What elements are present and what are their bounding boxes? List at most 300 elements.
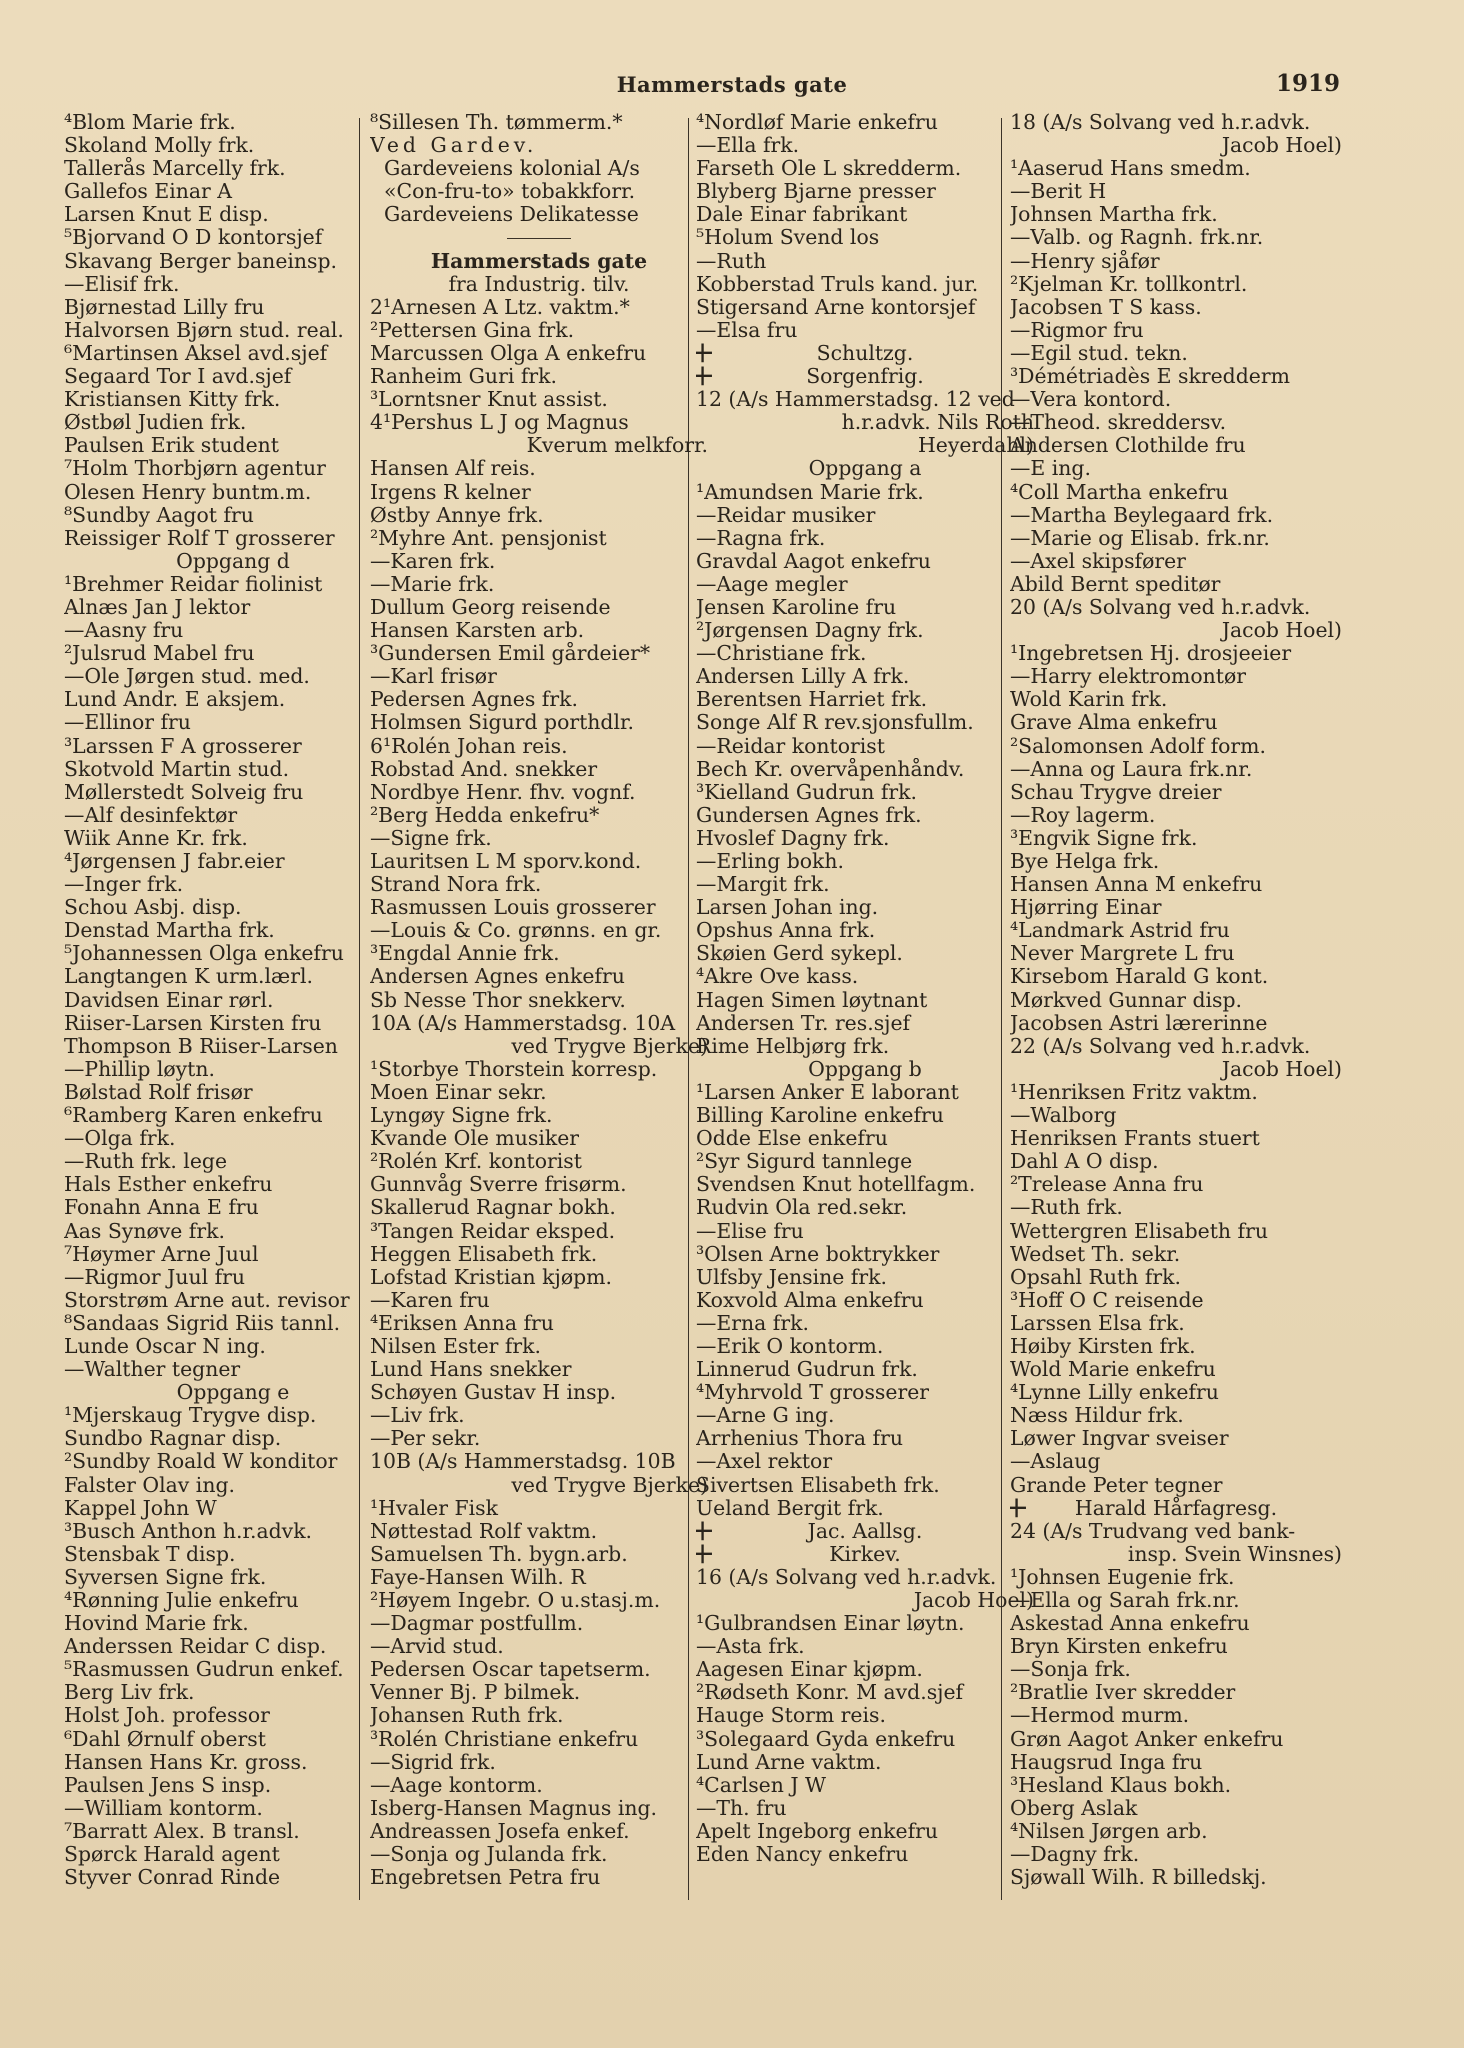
directory-entry: Irgens R kelner (370, 480, 531, 504)
directory-entry: —Rigmor fru (1010, 318, 1144, 342)
directory-entry: ³Solegaard Gyda enkefru (696, 1727, 956, 1751)
directory-entry: Nøttestad Rolf vaktm. (370, 1519, 598, 1543)
directory-entry: ²Rolén Krf. kontorist (370, 1150, 582, 1174)
directory-entry: —Signe frk. (370, 826, 492, 850)
directory-entry: Grande Peter tegner (1010, 1473, 1223, 1497)
directory-entry: Gunnvåg Sverre frisørm. (370, 1173, 627, 1197)
directory-entry: Østbøl Judien frk. (64, 411, 247, 435)
directory-entry: ⁴Nilsen Jørgen arb. (1010, 1819, 1208, 1843)
directory-entry: —Aasny fru (64, 619, 184, 643)
directory-entry: —Axel rektor (696, 1450, 833, 1474)
directory-entry: —Sonja frk. (1010, 1658, 1131, 1682)
directory-entry: Lund Arne vaktm. (696, 1750, 882, 1774)
street-heading: Hammerstads gate (430, 249, 648, 273)
directory-entry: Paulsen Jens S insp. (64, 1773, 272, 1797)
separator-rule (370, 226, 708, 249)
directory-entry: ³Rolén Christiane enkefru (370, 1727, 639, 1751)
directory-entry: Berentsen Harriet frk. (696, 688, 928, 712)
directory-entry: Bech Kr. overvåpenhåndv. (696, 757, 965, 781)
directory-entry: Wettergren Elisabeth fru (1010, 1219, 1268, 1243)
directory-entry: Engebretsen Petra fru (370, 1866, 601, 1890)
directory-entry: —Christiane frk. (696, 642, 867, 666)
directory-entry: ⁵Holum Svend los (696, 226, 880, 250)
directory-entry: —Dagmar postfullm. (370, 1612, 584, 1636)
entry-continuation: insp. Svein Winsnes) (1127, 1542, 1342, 1566)
directory-entry: ³Larssen F A grosserer (64, 734, 302, 758)
directory-entry: Møllerstedt Solveig fru (64, 780, 304, 804)
directory-entry: Sjøwall Wilh. R billedskj. (1010, 1866, 1267, 1890)
directory-entry: ⁶Martinsen Aksel avd.sjef (64, 341, 328, 365)
directory-entry: ⁴Coll Martha enkefru (1010, 480, 1229, 504)
street-subheading: Ved Gardev. (370, 134, 538, 158)
directory-entry: Syversen Signe frk. (64, 1565, 267, 1589)
directory-entry: Jacobsen T S kass. (1010, 295, 1202, 319)
directory-entry: Olesen Henry buntm.m. (64, 480, 312, 504)
directory-entry: Halvorsen Bjørn stud. real. (64, 318, 344, 342)
directory-entry: Anderssen Reidar C disp. (64, 1635, 327, 1659)
directory-entry: Marcussen Olga A enkefru (370, 341, 647, 365)
directory-entry: Mørkved Gunnar disp. (1010, 988, 1243, 1012)
directory-entry: —Berit H (1010, 180, 1107, 204)
page-title: Hammerstads gate (616, 72, 848, 97)
directory-entry: —William kontorm. (64, 1796, 263, 1820)
directory-entry: Never Margrete L fru (1010, 942, 1235, 966)
directory-entry: Thompson B Riiser-Larsen (64, 1034, 338, 1058)
directory-entry: ¹Johnsen Eugenie frk. (1010, 1565, 1235, 1589)
directory-entry: ⁸Sillesen Th. tømmerm.* (370, 111, 623, 134)
directory-entry: Kristiansen Kitty frk. (64, 388, 281, 412)
directory-entry: Abild Bernt speditør (1010, 572, 1221, 596)
directory-entry: Berg Liv frk. (64, 1681, 195, 1705)
directory-entry: ¹Ingebretsen Hj. drosjeeier (1010, 642, 1292, 666)
directory-entry: Oberg Aslak (1010, 1796, 1138, 1820)
directory-entry: Grøn Aagot Anker enkefru (1010, 1727, 1284, 1751)
directory-entry: Aas Synøve frk. (64, 1219, 225, 1243)
directory-entry: Styver Conrad Rinde (64, 1866, 281, 1890)
directory-entry: —Martha Beylegaard frk. (1010, 503, 1274, 527)
directory-entry: Lyngøy Signe frk. (370, 1104, 553, 1128)
directory-entry: Holst Joh. professor (64, 1704, 270, 1728)
directory-entry: Lund Hans snekker (370, 1358, 572, 1382)
directory-entry: ³Tangen Reidar eksped. (370, 1219, 616, 1243)
directory-entry: Ueland Bergit frk. (696, 1496, 884, 1520)
directory-entry: Kirsebom Harald G kont. (1010, 965, 1269, 989)
directory-entry: —Margit frk. (696, 873, 830, 897)
directory-entry: ²Trelease Anna fru (1010, 1173, 1204, 1197)
directory-entry: Aagesen Einar kjøpm. (696, 1658, 923, 1682)
cross-street: + Schultzg. (696, 342, 1034, 365)
directory-entry: ⁴Myhrvold T grosserer (696, 1381, 930, 1405)
directory-entry: Tallerås Marcelly frk. (64, 157, 286, 181)
directory-entry: —Aage megler (696, 572, 848, 596)
directory-entry: 2¹Arnesen A Ltz. vaktm.* (370, 295, 630, 319)
directory-entry: Strand Nora frk. (370, 873, 542, 897)
directory-entry: Skallerud Ragnar bokh. (370, 1196, 616, 1220)
directory-entry: Isberg-Hansen Magnus ing. (370, 1796, 658, 1820)
directory-entry: Schau Trygve dreier (1010, 780, 1222, 804)
directory-entry: —Ruth frk. (1010, 1196, 1123, 1220)
directory-entry: —Alf desinfektør (64, 803, 238, 827)
column-1 (64, 111, 402, 1889)
directory-entry: 24 (A/s Trudvang ved bank- (1010, 1519, 1296, 1543)
directory-entry: ²Sundby Roald W konditor (64, 1450, 338, 1474)
entry-continuation: Jacob Hoel) (913, 1589, 1034, 1612)
directory-entry: —Egil stud. tekn. (1010, 341, 1188, 365)
directory-entry: Schøyen Gustav H insp. (370, 1381, 617, 1405)
directory-entry: Bye Helga frk. (1010, 850, 1160, 873)
directory-entry: —Arne G ing. (696, 1404, 835, 1428)
directory-entry: Opsahl Ruth frk. (1010, 1265, 1181, 1289)
directory-entry: Faye-Hansen Wilh. R (370, 1565, 586, 1589)
directory-entry: ⁴Nordløf Marie enkefru (696, 111, 938, 134)
directory-entry: Rasmussen Louis grosserer (370, 896, 656, 920)
directory-entry: ⁶Ramberg Karen enkefru (64, 1104, 323, 1128)
directory-entry: Wedset Th. sekr. (1010, 1242, 1181, 1266)
directory-entry: Stigersand Arne kontorsjef (696, 295, 976, 319)
directory-entry: 16 (A/s Solvang ved h.r.advk. (696, 1565, 997, 1589)
directory-entry: ⁵Rasmussen Gudrun enkef. (64, 1658, 344, 1682)
directory-entry: Nilsen Ester frk. (370, 1334, 542, 1358)
directory-entry: ⁴Akre Ove kass. (696, 965, 859, 989)
directory-entry: ⁵Johannessen Olga enkefru (64, 942, 344, 966)
directory-entry: —Aage kontorm. (370, 1773, 543, 1797)
business-entry: Gardeveiens kolonial A/s (384, 157, 640, 181)
directory-entry: ³Engdal Annie frk. (370, 942, 560, 966)
directory-entry: ⁴Lynne Lilly enkefru (1010, 1381, 1219, 1405)
directory-entry: Johansen Ruth frk. (370, 1704, 564, 1728)
directory-entry: —Ellinor fru (64, 711, 191, 735)
cross-street: + Jac. Aallsg. (696, 1520, 1034, 1543)
directory-entry: ²Rødseth Konr. M avd.sjef (696, 1681, 964, 1705)
directory-entry: Skoland Molly frk. (64, 134, 255, 158)
directory-entry: —Th. fru (696, 1796, 787, 1820)
directory-entry: ⁴Jørgensen J fabr.eier (64, 850, 285, 873)
directory-entry: Lofstad Kristian kjøpm. (370, 1265, 612, 1289)
directory-entry: Ranheim Guri frk. (370, 365, 557, 389)
directory-entry: Venner Bj. P bilmek. (370, 1681, 581, 1705)
directory-entry: ¹Mjerskaug Trygve disp. (64, 1404, 317, 1428)
directory-entry: Songe Alf R rev.sjonsfullm. (696, 711, 974, 735)
directory-entry: Wiik Anne Kr. frk. (64, 826, 248, 850)
directory-entry: Storstrøm Arne aut. revisor (64, 1288, 350, 1312)
directory-entry: 22 (A/s Solvang ved h.r.advk. (1010, 1034, 1311, 1058)
directory-entry: Jensen Karoline fru (696, 595, 897, 619)
directory-entry: —Elisif frk. (64, 272, 180, 296)
directory-entry: —Erling bokh. (696, 850, 845, 873)
directory-entry: Stensbak T disp. (64, 1542, 236, 1566)
directory-entry: ²Høyem Ingebr. O u.stasj.m. (370, 1589, 661, 1612)
directory-entry: Hansen Hans Kr. gross. (64, 1750, 308, 1774)
directory-entry: Robstad And. snekker (370, 757, 598, 781)
directory-entry: —Liv frk. (370, 1404, 465, 1428)
directory-entry: 6¹Rolén Johan reis. (370, 734, 568, 758)
directory-entry: Nordbye Henr. fhv. vognf. (370, 780, 636, 804)
directory-entry: Blyberg Bjarne presser (696, 180, 936, 204)
directory-entry: Kvande Ole musiker (370, 1127, 580, 1151)
column-3 (696, 111, 1034, 1866)
directory-entry: ²Salomonsen Adolf form. (1010, 734, 1266, 758)
directory-entry: Johnsen Martha frk. (1010, 203, 1218, 227)
directory-entry: Billing Karoline enkefru (696, 1104, 944, 1128)
directory-entry: ¹Gulbrandsen Einar løytn. (696, 1612, 965, 1636)
directory-entry: —Karl frisør (370, 665, 497, 689)
directory-entry: Hjørring Einar (1010, 896, 1162, 920)
directory-entry: —Rigmor Juul fru (64, 1265, 246, 1289)
directory-entry: Skøien Gerd sykepl. (696, 942, 903, 966)
directory-entry: Hovind Marie frk. (64, 1612, 249, 1636)
column-2 (370, 111, 708, 1889)
directory-entry: ³Hesland Klaus bokh. (1010, 1773, 1232, 1797)
directory-entry: Rime Helbjørg frk. (696, 1034, 890, 1058)
directory-entry: —Hermod murm. (1010, 1704, 1190, 1728)
directory-entry: ⁸Sandaas Sigrid Riis tannl. (64, 1311, 341, 1335)
directory-entry: —Per sekr. (370, 1427, 481, 1451)
cross-street: + Sorgenfrig. (696, 365, 1034, 388)
directory-entry: —Karen frk. (370, 549, 496, 573)
directory-entry: Svendsen Knut hotellfagm. (696, 1173, 976, 1197)
section-heading: Oppgang e (176, 1381, 290, 1405)
directory-entry: Larsen Knut E disp. (64, 203, 269, 227)
directory-entry: ⁴Carlsen J W (696, 1773, 826, 1797)
column-4 (1010, 111, 1342, 1889)
directory-entry: Linnerud Gudrun frk. (696, 1358, 918, 1382)
directory-entry: 10B (A/s Hammerstadsg. 10B (370, 1450, 676, 1474)
directory-entry: Andersen Tr. res.sjef (696, 1011, 911, 1035)
directory-entry: Sundbo Ragnar disp. (64, 1427, 282, 1451)
directory-entry: ⁴Landmark Astrid fru (1010, 919, 1230, 943)
directory-entry: —Vera kontord. (1010, 388, 1172, 412)
directory-entry: Samuelsen Th. bygn.arb. (370, 1542, 628, 1566)
directory-entry: 10A (A/s Hammerstadsg. 10A (370, 1011, 676, 1035)
directory-entry: —Henry sjåfør (1010, 249, 1160, 273)
entry-continuation: Heyerdahl) (917, 434, 1034, 458)
section-heading: Oppgang a (808, 457, 922, 481)
directory-entry: Wold Karin frk. (1010, 688, 1168, 712)
directory-entry: ⁴Blom Marie frk. (64, 111, 236, 134)
directory-entry: ¹Aaserud Hans smedm. (1010, 157, 1251, 181)
directory-entry: Rudvin Ola red.sekr. (696, 1196, 908, 1220)
directory-entry: —Ole Jørgen stud. med. (64, 665, 310, 689)
directory-entry: ⁷Høymer Arne Juul (64, 1242, 259, 1266)
directory-entry: 12 (A/s Hammerstadsg. 12 ved (696, 388, 1015, 412)
directory-entry: Sivertsen Elisabeth frk. (696, 1473, 940, 1497)
directory-entry: ³Lorntsner Knut assist. (370, 388, 608, 412)
directory-entry: —Erna frk. (696, 1311, 809, 1335)
directory-entry: —Walther tegner (64, 1358, 241, 1382)
section-heading: Oppgang b (808, 1057, 922, 1081)
directory-entry: ⁵Bjorvand O D kontorsjef (64, 226, 323, 250)
directory-entry: ¹Storbye Thorstein korresp. (370, 1057, 658, 1081)
directory-entry: Apelt Ingeborg enkefru (696, 1819, 939, 1843)
directory-entry: 20 (A/s Solvang ved h.r.advk. (1010, 595, 1311, 619)
directory-entry: Spørck Harald agent (64, 1843, 280, 1867)
directory-entry: Kobberstad Truls kand. jur. (696, 272, 979, 296)
directory-entry: Lund Andr. E aksjem. (64, 688, 286, 712)
directory-entry: Henriksen Frants stuert (1010, 1127, 1260, 1151)
directory-entry: —Marie frk. (370, 572, 495, 596)
directory-entry: Eden Nancy enkefru (696, 1843, 909, 1867)
directory-entry: Gallefos Einar A (64, 180, 232, 204)
entry-continuation: Kverum melkforr. (526, 434, 708, 458)
directory-entry: Hauge Storm reis. (696, 1704, 886, 1728)
directory-entry: ³Busch Anthon h.r.advk. (64, 1519, 313, 1543)
directory-entry: —Reidar musiker (696, 503, 876, 527)
directory-entry: Andersen Clothilde fru (1010, 434, 1246, 458)
directory-entry: Koxvold Alma enkefru (696, 1288, 924, 1312)
directory-entry: Riiser-Larsen Kirsten fru (64, 1011, 322, 1035)
directory-entry: Odde Else enkefru (696, 1127, 888, 1151)
directory-entry: Gundersen Agnes frk. (696, 803, 922, 827)
directory-entry: ⁴Eriksen Anna fru (370, 1311, 554, 1335)
directory-entry: ²Pettersen Gina frk. (370, 318, 575, 342)
directory-entry: —Karen fru (370, 1288, 490, 1312)
directory-entry: —Phillip løytn. (64, 1057, 215, 1081)
directory-entry: Skavang Berger baneinsp. (64, 249, 338, 273)
directory-entry: Heggen Elisabeth frk. (370, 1242, 598, 1266)
directory-entry: —Asta frk. (696, 1635, 805, 1659)
directory-entry: Alnæs Jan J lektor (64, 595, 251, 619)
business-entry: Gardeveiens Delikatesse (384, 203, 639, 227)
directory-entry: —Ruth frk. lege (64, 1150, 228, 1174)
directory-entry: Dullum Georg reisende (370, 595, 611, 619)
directory-entry: —Elise fru (696, 1219, 804, 1243)
directory-entry: Holmsen Sigurd porthdlr. (370, 711, 634, 735)
entry-continuation: Jacob Hoel) (1221, 1057, 1342, 1081)
directory-entry: —Theod. skreddersv. (1010, 411, 1227, 435)
directory-entry: 18 (A/s Solvang ved h.r.advk. (1010, 111, 1311, 134)
directory-entry: ³Démétriadès E skredderm (1010, 365, 1290, 389)
directory-entry: ⁸Sundby Aagot fru (64, 503, 254, 527)
directory-entry: Lauritsen L M sporv.kond. (370, 850, 642, 873)
directory-entry: Bryn Kirsten enkefru (1010, 1635, 1228, 1659)
entry-continuation: h.r.advk. Nils Roth (841, 411, 1034, 435)
directory-entry: ³Olsen Arne boktrykker (696, 1242, 940, 1266)
directory-entry: Langtangen K urm.lærl. (64, 965, 313, 989)
directory-entry: —Elsa fru (696, 318, 798, 342)
directory-entry: Gravdal Aagot enkefru (696, 549, 931, 573)
directory-entry: Østby Annye frk. (370, 503, 544, 527)
directory-entry: Hals Esther enkefru (64, 1173, 273, 1197)
directory-entry: Pedersen Agnes frk. (370, 688, 578, 712)
directory-entry: —Ragna frk. (696, 526, 826, 550)
directory-entry: Pedersen Oscar tapetserm. (370, 1658, 651, 1682)
directory-entry: ²Kjelman Kr. tollkontrl. (1010, 272, 1248, 296)
directory-entry: ⁴Rønning Julie enkefru (64, 1589, 299, 1612)
directory-entry: ¹Brehmer Reidar fiolinist (64, 572, 323, 596)
directory-entry: ²Bratlie Iver skredder (1010, 1681, 1236, 1705)
directory-entry: ³Hoff O C reisende (1010, 1288, 1204, 1312)
business-entry: «Con-fru-to» tobakkforr. (384, 180, 636, 204)
cross-street: + Harald Hårfagresg. (1010, 1497, 1342, 1520)
directory-entry: —Walborg (1010, 1104, 1117, 1128)
directory-entry: Løwer Ingvar sveiser (1010, 1427, 1229, 1451)
directory-entry: ²Jørgensen Dagny frk. (696, 619, 924, 643)
directory-entry: Farseth Ole L skredderm. (696, 157, 962, 181)
directory-entry: ³Engvik Signe frk. (1010, 826, 1198, 850)
directory-entry: Hvoslef Dagny frk. (696, 826, 890, 850)
directory-entry: ¹Amundsen Marie frk. (696, 480, 924, 504)
section-heading: fra Industrig. tilv. (448, 272, 630, 296)
entry-continuation: ved Trygve Bjerke) (511, 1034, 708, 1058)
page-number: 1919 (1275, 70, 1340, 97)
directory-entry: —Arvid stud. (370, 1635, 504, 1659)
directory-entry: —E ing. (1010, 457, 1091, 481)
directory-entry: ²Myhre Ant. pensjonist (370, 526, 607, 550)
directory-entry: ³Gundersen Emil gårdeier* (370, 642, 651, 666)
directory-entry: Lunde Oscar N ing. (64, 1334, 266, 1358)
directory-entry: Falster Olav ing. (64, 1473, 235, 1497)
directory-entry: ²Julsrud Mabel fru (64, 642, 255, 666)
directory-entry: Reissiger Rolf T grosserer (64, 526, 335, 550)
directory-entry: ³Kielland Gudrun frk. (696, 780, 917, 804)
directory-entry: Haugsrud Inga fru (1010, 1750, 1203, 1774)
directory-entry: —Axel skipsfører (1010, 549, 1186, 573)
directory-entry: —Sigrid frk. (370, 1750, 496, 1774)
directory-entry: Grave Alma enkefru (1010, 711, 1218, 735)
directory-entry: Hagen Simen løytnant (696, 988, 928, 1012)
directory-entry: —Valb. og Ragnh. frk.nr. (1010, 226, 1264, 250)
directory-entry: —Aslaug (1010, 1450, 1101, 1474)
entry-continuation: ved Trygve Bjerke) (511, 1473, 708, 1497)
directory-entry: Denstad Martha frk. (64, 919, 275, 943)
directory-entry: Kappel John W (64, 1496, 217, 1520)
entry-continuation: Jacob Hoel) (1221, 134, 1342, 158)
section-heading: Oppgang d (176, 549, 290, 573)
directory-entry: Askestad Anna enkefru (1010, 1612, 1250, 1636)
directory-entry: ⁷Holm Thorbjørn agentur (64, 457, 326, 481)
directory-entry: Moen Einar sekr. (370, 1080, 547, 1104)
directory-entry: —Dagny frk. (1010, 1843, 1140, 1867)
directory-entry: Dahl A O disp. (1010, 1150, 1159, 1174)
directory-entry: Bjørnestad Lilly fru (64, 295, 265, 319)
directory-entry: —Louis & Co. grønns. en gr. (370, 919, 662, 943)
directory-entry: ¹Hvaler Fisk (370, 1496, 498, 1520)
directory-entry: Davidsen Einar rørl. (64, 988, 274, 1012)
directory-entry: —Olga frk. (64, 1127, 176, 1151)
directory-entry: Opshus Anna frk. (696, 919, 876, 943)
directory-entry: Hansen Alf reis. (370, 457, 536, 481)
directory-entry: Dale Einar fabrikant (696, 203, 908, 227)
directory-entry: Andreassen Josefa enkef. (370, 1819, 630, 1843)
directory-entry: Næss Hildur frk. (1010, 1404, 1184, 1428)
directory-entry: —Sonja og Julanda frk. (370, 1843, 608, 1867)
directory-entry: —Ella frk. (696, 134, 800, 158)
directory-entry: —Ella og Sarah frk.nr. (1010, 1589, 1240, 1612)
directory-entry: ²Berg Hedda enkefru* (370, 803, 600, 827)
directory-entry: Arrhenius Thora fru (696, 1427, 903, 1451)
cross-street: + Kirkev. (696, 1543, 1034, 1566)
directory-entry: —Roy lagerm. (1010, 803, 1156, 827)
directory-entry: Fonahn Anna E fru (64, 1196, 259, 1220)
directory-entry: Ulfsby Jensine frk. (696, 1265, 887, 1289)
directory-entry: 4¹Pershus L J og Magnus (370, 411, 629, 435)
directory-entry: Andersen Lilly A frk. (696, 665, 910, 689)
directory-entry: Sb Nesse Thor snekkerv. (370, 988, 626, 1012)
directory-entry: Segaard Tor I avd.sjef (64, 365, 292, 389)
directory-entry: —Erik O kontorm. (696, 1334, 884, 1358)
directory-entry: ¹Henriksen Fritz vaktm. (1010, 1080, 1258, 1104)
directory-entry: ²Syr Sigurd tannlege (696, 1150, 913, 1174)
directory-entry: —Inger frk. (64, 873, 184, 897)
directory-entry: Larssen Elsa frk. (1010, 1311, 1185, 1335)
directory-entry: Wold Marie enkefru (1010, 1358, 1216, 1382)
directory-entry: Bølstad Rolf frisør (64, 1080, 253, 1104)
directory-entry: Andersen Agnes enkefru (370, 965, 625, 989)
directory-entry: Høiby Kirsten frk. (1010, 1334, 1196, 1358)
directory-entry: ⁷Barratt Alex. B transl. (64, 1819, 300, 1843)
directory-entry: ¹Larsen Anker E laborant (696, 1080, 959, 1104)
directory-entry: Schou Asbj. disp. (64, 896, 242, 920)
